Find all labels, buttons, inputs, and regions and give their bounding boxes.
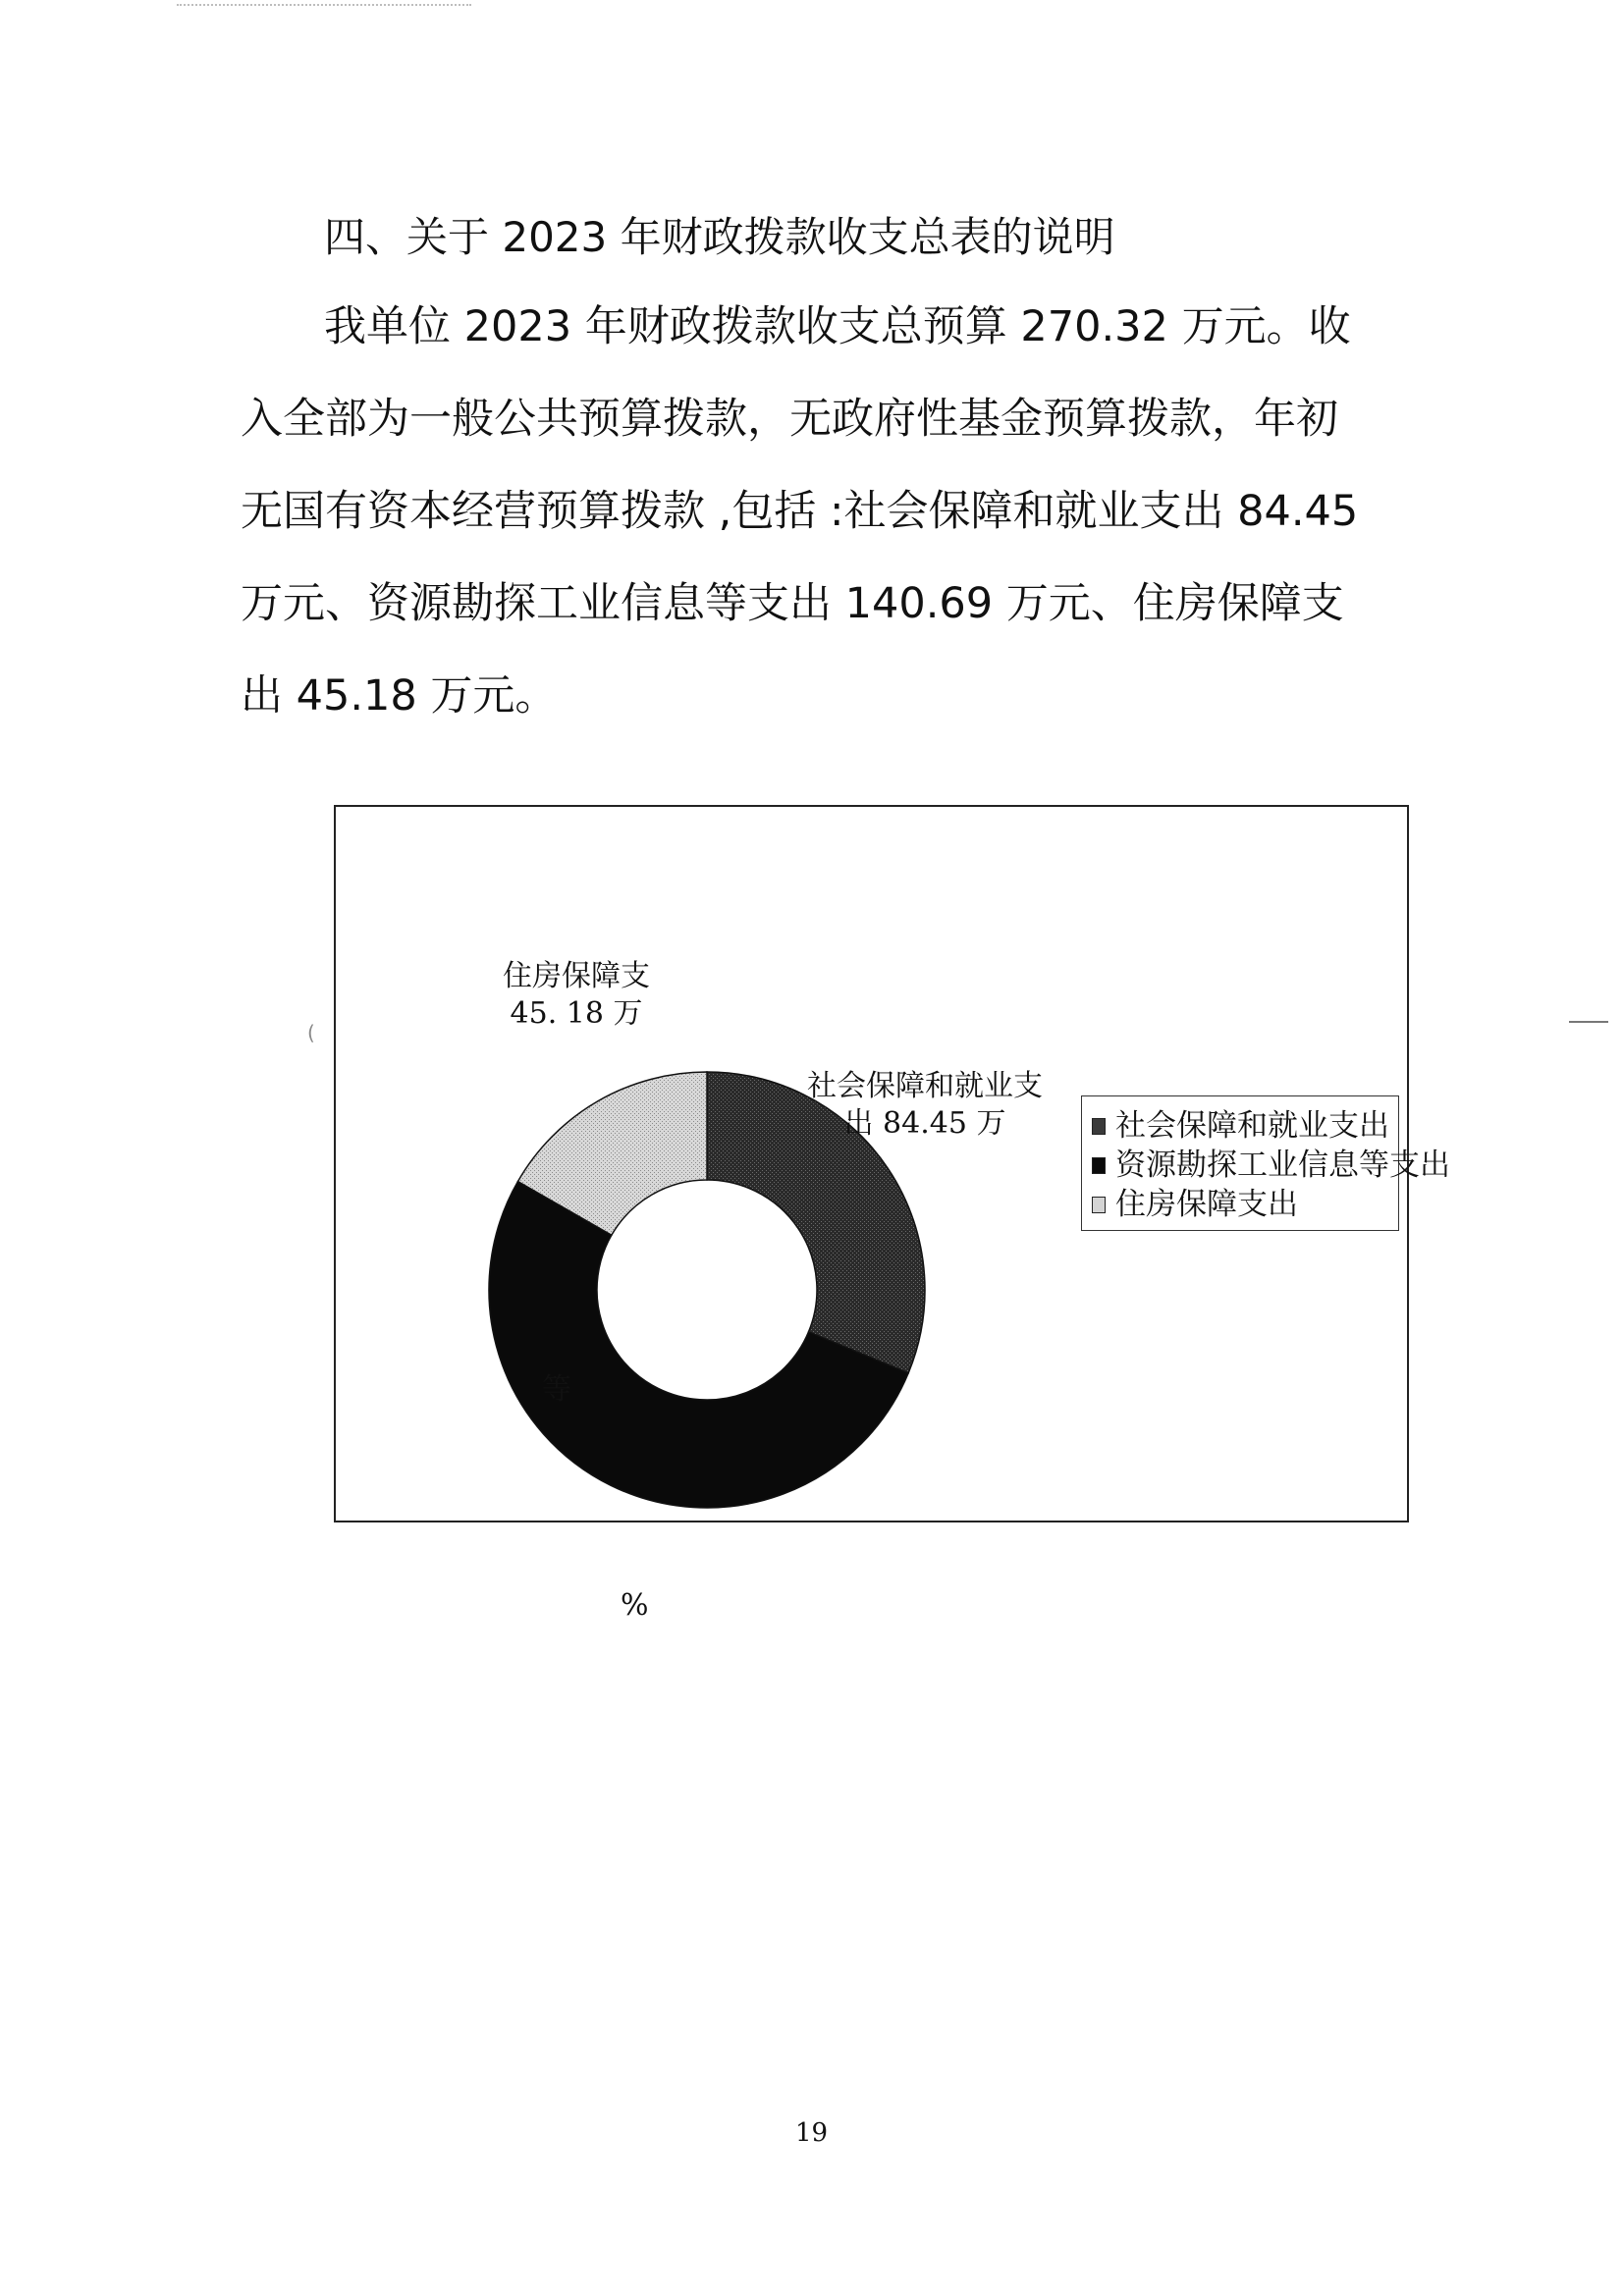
data-label-resource	[542, 1371, 571, 1409]
data-label-social-line2: 出 84.45 万	[843, 1106, 1006, 1141]
paragraph-line: 我单位 2023 年财政拨款收支总预算 270.32 万元。收	[324, 302, 1351, 351]
legend-label-social: 社会保障和就业支出	[1115, 1108, 1389, 1144]
paragraph-line: 出 45.18 万元。	[241, 671, 558, 721]
data-label-housing	[503, 958, 650, 1033]
data-label-housing-line2: 45. 18 万	[510, 996, 643, 1031]
legend-swatch-housing	[1092, 1197, 1106, 1213]
data-label-social-line1: 社会保障和就业支	[807, 1069, 1043, 1103]
chart-legend	[1081, 1095, 1450, 1231]
legend-swatch-resource	[1092, 1157, 1106, 1174]
section-heading: 四、关于 2023 年财政拨款收支总表的说明	[324, 213, 1115, 261]
paragraph-line: 万元、资源勘探工业信息等支出 140.69 万元、住房保障支	[241, 579, 1344, 628]
legend-label-resource: 资源勘探工业信息等支出	[1115, 1148, 1450, 1183]
page-number: 19	[794, 2118, 829, 2148]
legend-item-housing	[1092, 1187, 1298, 1222]
scan-artifact-left: (	[307, 1021, 315, 1044]
legend-item-social	[1092, 1108, 1389, 1144]
data-label-social	[807, 1068, 1043, 1143]
data-label-housing-line1: 住房保障支	[503, 959, 650, 993]
body-paragraph	[241, 281, 1359, 742]
paragraph-line: 无国有资本经营预算拨款 ,包括 :社会保障和就业支出 84.45	[241, 487, 1359, 536]
doughnut-chart	[334, 805, 1450, 1522]
percent-mark: %	[621, 1588, 649, 1623]
scan-artifact-right	[1569, 1021, 1608, 1023]
legend-swatch-social	[1092, 1118, 1106, 1135]
data-label-resource-line2: 等	[542, 1372, 571, 1407]
legend-item-resource	[1092, 1148, 1450, 1183]
scan-artifact-top	[177, 4, 471, 8]
paragraph-line: 入全部为一般公共预算拨款，无政府性基金预算拨款，年初	[241, 395, 1338, 444]
legend-label-housing: 住房保障支出	[1115, 1187, 1298, 1222]
